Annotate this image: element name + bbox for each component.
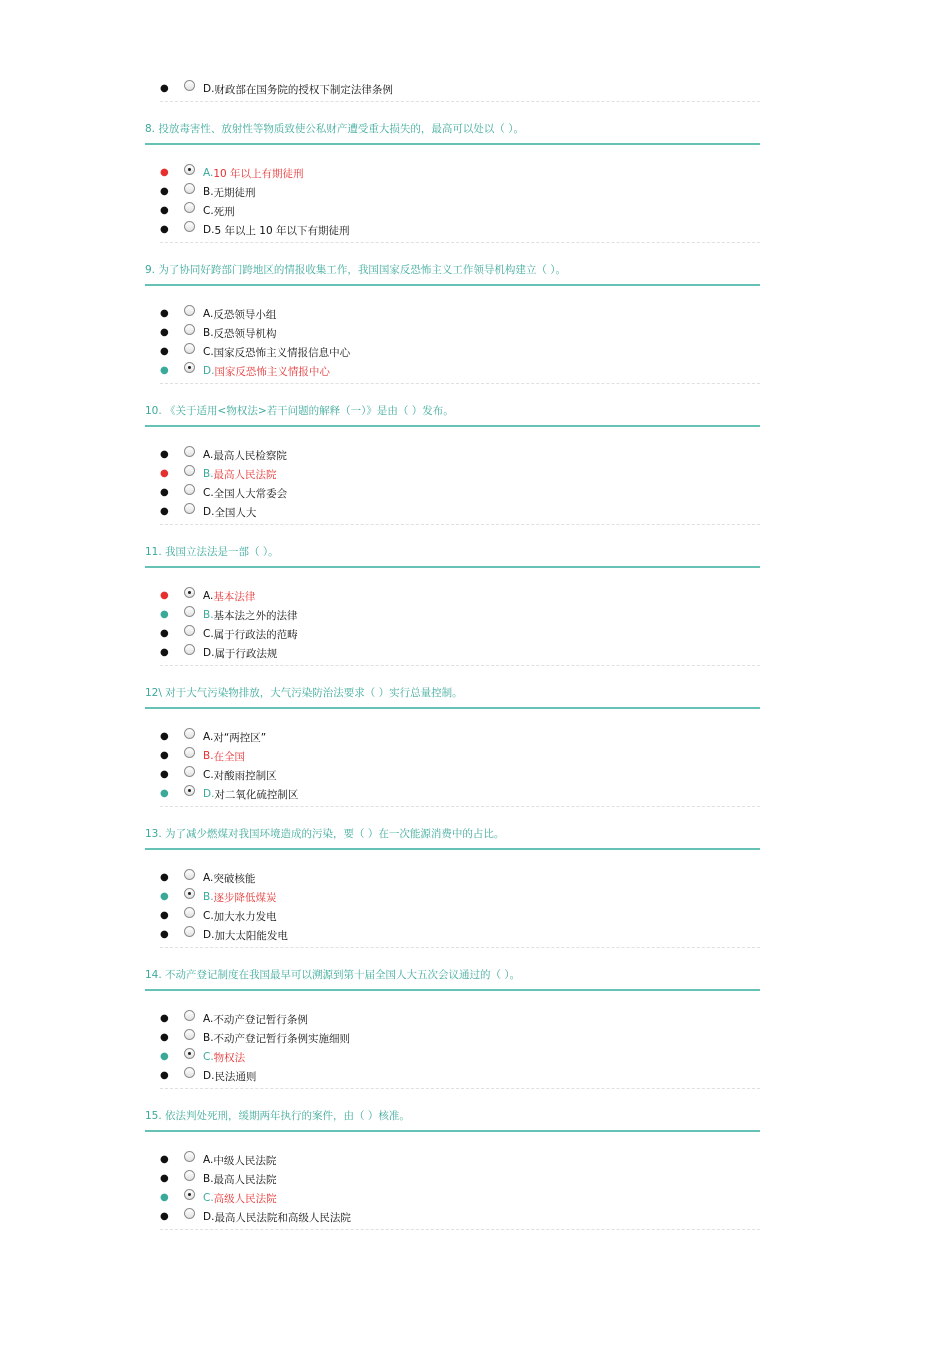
question-rule bbox=[145, 848, 760, 850]
radio-button[interactable] bbox=[184, 926, 195, 937]
option-text: 10 年以上有期徒刑 bbox=[213, 167, 304, 180]
option-text: 逐步降低煤炭 bbox=[213, 891, 277, 904]
question-rule bbox=[145, 143, 760, 145]
option-text: 高级人民法院 bbox=[213, 1192, 277, 1205]
option-row[interactable] bbox=[160, 221, 350, 239]
option-letter: D. bbox=[203, 224, 215, 236]
option-text: 属于行政法的范畴 bbox=[213, 628, 298, 641]
bullet-icon: ● bbox=[160, 1070, 169, 1081]
bullet-icon: ● bbox=[160, 1032, 169, 1043]
option-row[interactable] bbox=[160, 606, 298, 624]
divider bbox=[160, 524, 760, 525]
option-row[interactable] bbox=[160, 164, 304, 182]
option-letter: D. bbox=[203, 506, 215, 518]
option-letter: A. bbox=[203, 449, 214, 461]
bullet-icon: ● bbox=[160, 186, 169, 197]
divider bbox=[160, 1229, 760, 1230]
option-letter: C. bbox=[203, 205, 214, 217]
bullet-icon: ● bbox=[160, 167, 169, 178]
bullet-icon: ● bbox=[160, 346, 169, 357]
option-row[interactable] bbox=[160, 747, 245, 765]
bullet-icon: ● bbox=[160, 487, 169, 498]
option-row[interactable] bbox=[160, 785, 298, 803]
option-text: 反恐领导小组 bbox=[213, 308, 277, 321]
option-letter: D. bbox=[203, 788, 215, 800]
radio-button[interactable] bbox=[184, 785, 195, 796]
option-row[interactable] bbox=[160, 1067, 256, 1085]
radio-button[interactable] bbox=[184, 587, 195, 598]
option-text: 国家反恐怖主义情报中心 bbox=[214, 365, 330, 378]
option-letter: D. bbox=[203, 929, 215, 941]
option-row[interactable] bbox=[160, 183, 256, 201]
bullet-icon: ● bbox=[160, 449, 169, 460]
radio-button[interactable] bbox=[184, 869, 195, 880]
option-letter: D. bbox=[203, 365, 215, 377]
bullet-icon: ● bbox=[160, 224, 169, 235]
option-letter: B. bbox=[203, 891, 214, 903]
bullet-icon: ● bbox=[160, 506, 169, 517]
bullet-icon: ● bbox=[160, 872, 169, 883]
option-row[interactable] bbox=[160, 587, 255, 605]
option-letter: C. bbox=[203, 1051, 214, 1063]
option-row[interactable] bbox=[160, 1189, 277, 1207]
option-text: 5 年以上 10 年以下有期徒刑 bbox=[214, 224, 350, 237]
option-row[interactable] bbox=[160, 324, 277, 342]
question-title: 9. 为了协同好跨部门跨地区的情报收集工作，我国国家反恐怖主义工作领导机构建立（ ）。 bbox=[145, 264, 566, 276]
radio-button[interactable] bbox=[184, 728, 195, 739]
option-letter: A. bbox=[203, 1013, 214, 1025]
option-row[interactable] bbox=[160, 465, 277, 483]
radio-button[interactable] bbox=[184, 888, 195, 899]
question-rule bbox=[145, 1130, 760, 1132]
option-letter: B. bbox=[203, 1032, 214, 1044]
option-letter: B. bbox=[203, 609, 214, 621]
option-text: 财政部在国务院的授权下制定法律条例 bbox=[214, 83, 393, 96]
question-title: 13. 为了减少燃煤对我国环境造成的污染，要（ ）在一次能源消费中的占比。 bbox=[145, 828, 505, 840]
question-rule bbox=[145, 284, 760, 286]
radio-button[interactable] bbox=[184, 465, 195, 476]
option-letter: D. bbox=[203, 1211, 215, 1223]
radio-button[interactable] bbox=[184, 80, 195, 91]
bullet-icon: ● bbox=[160, 891, 169, 902]
question-rule bbox=[145, 425, 760, 427]
radio-button[interactable] bbox=[184, 606, 195, 617]
option-text: 对二氧化硫控制区 bbox=[214, 788, 299, 801]
option-text: 不动产登记暂行条例实施细则 bbox=[213, 1032, 351, 1045]
bullet-icon: ● bbox=[160, 647, 169, 658]
option-text: 全国人大 bbox=[214, 506, 257, 519]
bullet-icon: ● bbox=[160, 590, 169, 601]
divider bbox=[160, 1088, 760, 1089]
option-row[interactable] bbox=[160, 907, 277, 925]
option-letter: D. bbox=[203, 83, 215, 95]
option-row[interactable] bbox=[160, 362, 330, 380]
option-letter: B. bbox=[203, 186, 214, 198]
bullet-icon: ● bbox=[160, 1051, 169, 1062]
radio-button[interactable] bbox=[184, 324, 195, 335]
radio-button[interactable] bbox=[184, 1151, 195, 1162]
bullet-icon: ● bbox=[160, 769, 169, 780]
question-title: 8. 投放毒害性、放射性等物质致使公私财产遭受重大损失的，最高可以处以（ ）。 bbox=[145, 123, 524, 135]
option-row[interactable] bbox=[160, 888, 277, 906]
option-letter: B. bbox=[203, 468, 214, 480]
question-rule bbox=[145, 989, 760, 991]
option-letter: A. bbox=[203, 308, 214, 320]
radio-button[interactable] bbox=[184, 362, 195, 373]
option-row[interactable] bbox=[160, 305, 276, 323]
radio-button[interactable] bbox=[184, 766, 195, 777]
option-row[interactable] bbox=[160, 926, 288, 944]
radio-button[interactable] bbox=[184, 1208, 195, 1219]
bullet-icon: ● bbox=[160, 628, 169, 639]
bullet-icon: ● bbox=[160, 1154, 169, 1165]
option-letter: C. bbox=[203, 628, 214, 640]
option-row[interactable] bbox=[160, 766, 277, 784]
option-row[interactable] bbox=[160, 1010, 308, 1028]
option-letter: B. bbox=[203, 1173, 214, 1185]
option-row[interactable] bbox=[160, 1151, 276, 1169]
bullet-icon: ● bbox=[160, 1211, 169, 1222]
option-text: 加大水力发电 bbox=[213, 910, 277, 923]
divider bbox=[160, 947, 760, 948]
option-text: 最高人民检察院 bbox=[213, 449, 287, 462]
radio-button[interactable] bbox=[184, 625, 195, 636]
bullet-icon: ● bbox=[160, 1013, 169, 1024]
option-row[interactable] bbox=[160, 625, 298, 643]
option-text: 属于行政法规 bbox=[214, 647, 278, 660]
bullet-icon: ● bbox=[160, 929, 169, 940]
option-letter: A. bbox=[203, 731, 214, 743]
option-text: 全国人大常委会 bbox=[213, 487, 288, 500]
option-row[interactable] bbox=[160, 484, 287, 502]
divider bbox=[160, 101, 760, 102]
option-row[interactable] bbox=[160, 343, 350, 361]
question-title: 11. 我国立法法是一部（ ）。 bbox=[145, 546, 279, 558]
radio-button[interactable] bbox=[184, 202, 195, 213]
radio-button[interactable] bbox=[184, 747, 195, 758]
radio-button[interactable] bbox=[184, 503, 195, 514]
option-row[interactable] bbox=[160, 728, 266, 746]
bullet-icon: ● bbox=[160, 750, 169, 761]
option-letter: C. bbox=[203, 1192, 214, 1204]
question-title: 14. 不动产登记制度在我国最早可以溯源到第十届全国人大五次会议通过的（ ）。 bbox=[145, 969, 521, 981]
radio-button[interactable] bbox=[184, 343, 195, 354]
option-row[interactable] bbox=[160, 446, 287, 464]
radio-button[interactable] bbox=[184, 1048, 195, 1059]
option-text: 基本法之外的法律 bbox=[213, 609, 298, 622]
option-row[interactable] bbox=[160, 1208, 351, 1226]
option-text: 无期徒刑 bbox=[213, 186, 256, 199]
option-text: 中级人民法院 bbox=[213, 1154, 277, 1167]
option-row[interactable] bbox=[160, 869, 255, 887]
option-text: 国家反恐怖主义情报信息中心 bbox=[213, 346, 351, 359]
radio-button[interactable] bbox=[184, 644, 195, 655]
radio-button[interactable] bbox=[184, 164, 195, 175]
radio-button[interactable] bbox=[184, 1189, 195, 1200]
radio-button[interactable] bbox=[184, 1029, 195, 1040]
question-title: 10. 《关于适用<物权法>若干问题的解释（一）》是由（ ）发布。 bbox=[145, 405, 454, 417]
option-letter: C. bbox=[203, 769, 214, 781]
option-letter: A. bbox=[203, 872, 214, 884]
radio-button[interactable] bbox=[184, 305, 195, 316]
radio-button[interactable] bbox=[184, 446, 195, 457]
question-rule bbox=[145, 707, 760, 709]
option-letter: B. bbox=[203, 750, 214, 762]
option-row[interactable] bbox=[160, 503, 256, 521]
divider bbox=[160, 806, 760, 807]
option-text: 死刑 bbox=[213, 205, 235, 218]
option-text: 最高人民法院和高级人民法院 bbox=[214, 1211, 351, 1224]
option-text: 民法通则 bbox=[214, 1070, 257, 1083]
bullet-icon: ● bbox=[160, 83, 169, 94]
bullet-icon: ● bbox=[160, 1192, 169, 1203]
bullet-icon: ● bbox=[160, 1173, 169, 1184]
option-text: 对“两控区” bbox=[213, 731, 267, 744]
option-letter: A. bbox=[203, 590, 214, 602]
option-text: 不动产登记暂行条例 bbox=[213, 1013, 308, 1026]
bullet-icon: ● bbox=[160, 365, 169, 376]
option-text: 加大太阳能发电 bbox=[214, 929, 288, 942]
radio-button[interactable] bbox=[184, 221, 195, 232]
option-text: 突破核能 bbox=[213, 872, 256, 885]
option-letter: D. bbox=[203, 1070, 215, 1082]
option-text: 反恐领导机构 bbox=[213, 327, 277, 340]
bullet-icon: ● bbox=[160, 731, 169, 742]
option-letter: A. bbox=[203, 167, 214, 179]
option-row[interactable] bbox=[160, 202, 235, 220]
radio-button[interactable] bbox=[184, 1010, 195, 1021]
option-text: 最高人民法院 bbox=[213, 1173, 277, 1186]
option-letter: D. bbox=[203, 647, 215, 659]
option-row[interactable] bbox=[160, 1170, 277, 1188]
bullet-icon: ● bbox=[160, 327, 169, 338]
option-row[interactable] bbox=[160, 1048, 245, 1066]
bullet-icon: ● bbox=[160, 308, 169, 319]
option-row[interactable] bbox=[160, 644, 277, 662]
option-text: 基本法律 bbox=[213, 590, 256, 603]
option-row[interactable] bbox=[160, 80, 393, 98]
radio-button[interactable] bbox=[184, 484, 195, 495]
bullet-icon: ● bbox=[160, 910, 169, 921]
option-letter: B. bbox=[203, 327, 214, 339]
radio-button[interactable] bbox=[184, 907, 195, 918]
radio-button[interactable] bbox=[184, 1170, 195, 1181]
question-rule bbox=[145, 566, 760, 568]
option-letter: C. bbox=[203, 346, 214, 358]
bullet-icon: ● bbox=[160, 609, 169, 620]
divider bbox=[160, 665, 760, 666]
radio-button[interactable] bbox=[184, 1067, 195, 1078]
bullet-icon: ● bbox=[160, 468, 169, 479]
option-text: 物权法 bbox=[213, 1051, 246, 1064]
option-letter: C. bbox=[203, 487, 214, 499]
option-row[interactable] bbox=[160, 1029, 350, 1047]
bullet-icon: ● bbox=[160, 788, 169, 799]
divider bbox=[160, 383, 760, 384]
divider bbox=[160, 242, 760, 243]
option-text: 在全国 bbox=[213, 750, 246, 763]
option-text: 最高人民法院 bbox=[213, 468, 277, 481]
bullet-icon: ● bbox=[160, 205, 169, 216]
option-text: 对酸雨控制区 bbox=[213, 769, 277, 782]
option-letter: C. bbox=[203, 910, 214, 922]
option-letter: A. bbox=[203, 1154, 214, 1166]
question-title: 12\ 对于大气污染物排放，大气污染防治法要求（ ）实行总量控制。 bbox=[145, 687, 463, 699]
question-title: 15. 依法判处死刑，缓期两年执行的案件，由（ ）核准。 bbox=[145, 1110, 410, 1122]
radio-button[interactable] bbox=[184, 183, 195, 194]
